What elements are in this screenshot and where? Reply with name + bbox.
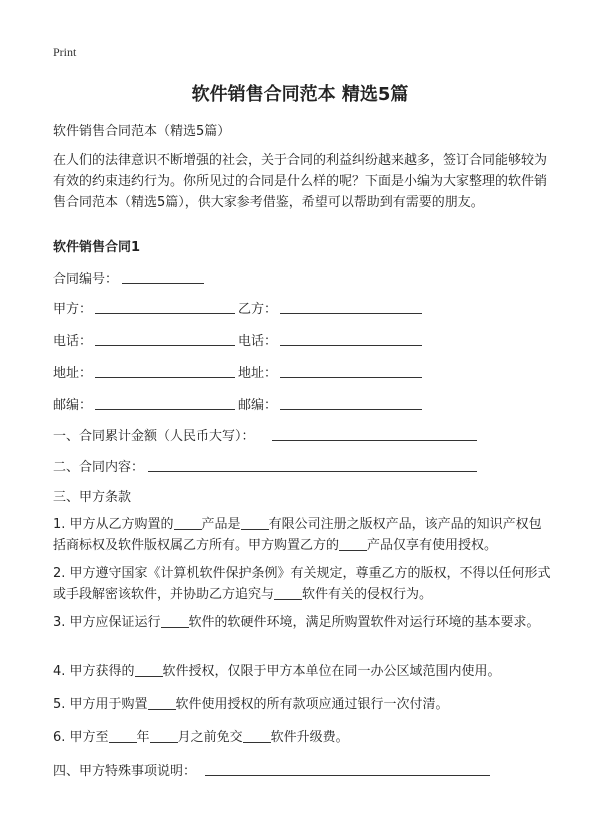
- party-a-label: 甲方：: [53, 302, 93, 317]
- item-5-blank-1[interactable]: [148, 695, 176, 710]
- item-5-text-a: 5. 甲方用于购置: [53, 697, 148, 712]
- phone-a-blank[interactable]: [95, 345, 235, 346]
- clause-special-notes: 四、甲方特殊事项说明：: [53, 764, 197, 779]
- item-4-blank-1[interactable]: [135, 662, 163, 677]
- item-6-blank-1[interactable]: [109, 728, 137, 743]
- item-2: [53, 563, 553, 605]
- intro-paragraph: 在人们的法律意识不断增强的社会，关于合同的利益纠纷越来越多，签订合同能够较为有效的约束违约行为。你所见过的合同是什么样的呢？下面是小编为大家整理的软件销售合同范本（精选5篇），供大家参考借鉴，希望可以帮助到有需要的朋友。: [53, 153, 548, 210]
- item-6: [53, 727, 553, 748]
- phone-b-blank[interactable]: [280, 345, 422, 346]
- document-subtitle: 软件销售合同范本（精选5篇）: [53, 124, 231, 139]
- item-3-text-b: 软件的软硬件环境，满足所购置软件对运行环境的基本要求。: [188, 615, 540, 630]
- item-1-text-d: 产品仅享有使用授权。: [367, 538, 498, 553]
- item-6-text-a: 6. 甲方至: [53, 730, 109, 745]
- clause-total-amount: 一、合同累计金额（人民币大写）：: [53, 429, 255, 444]
- address-a-blank[interactable]: [95, 377, 235, 378]
- zip-a-label: 邮编：: [53, 398, 93, 413]
- item-6-text-c: 月之前免交: [177, 730, 243, 745]
- address-b-label: 地址：: [238, 366, 278, 381]
- zip-b-label: 邮编：: [238, 398, 278, 413]
- print-link[interactable]: Print: [53, 45, 77, 59]
- document-title: 软件销售合同范本 精选5篇: [191, 84, 409, 105]
- party-b-blank[interactable]: [280, 313, 422, 314]
- phone-a-label: 电话：: [53, 334, 93, 349]
- contract-content-blank[interactable]: [148, 471, 477, 472]
- party-a-blank[interactable]: [95, 313, 235, 314]
- item-6-blank-3[interactable]: [243, 728, 271, 743]
- item-6-text-b: 年: [136, 730, 150, 745]
- item-1-blank-2[interactable]: [241, 515, 269, 530]
- item-3-text-a: 3. 甲方应保证运行: [53, 615, 161, 630]
- item-3: [53, 612, 553, 633]
- item-4: [53, 661, 553, 682]
- address-b-blank[interactable]: [280, 377, 422, 378]
- item-2-text-b: 软件有关的侵权行为。: [302, 587, 433, 602]
- item-1-blank-1[interactable]: [174, 515, 202, 530]
- item-1-text-b: 产品是: [201, 517, 241, 532]
- item-2-blank-1[interactable]: [274, 585, 302, 600]
- item-1: [53, 514, 553, 556]
- party-b-label: 乙方：: [238, 302, 278, 317]
- total-amount-blank[interactable]: [272, 440, 477, 441]
- item-4-text-b: 软件授权，仅限于甲方本单位在同一办公区域范围内使用。: [162, 664, 501, 679]
- zip-b-blank[interactable]: [280, 409, 422, 410]
- clause-party-a-terms: 三、甲方条款: [53, 490, 132, 505]
- special-notes-blank[interactable]: [205, 775, 490, 776]
- item-5: [53, 694, 553, 715]
- item-2-text-a: 2. 甲方遵守国家《计算机软件保护条例》有关规定，尊重乙方的版权，不得以任何形式或手段解密该软件，并协助乙方追究与: [53, 566, 551, 602]
- item-1-text-c: 有限公司注册之版权产品，该产品的知识产权包括商标权及软件版权属乙方所有。甲方购置乙方的: [53, 517, 542, 553]
- phone-b-label: 电话：: [238, 334, 278, 349]
- item-4-text-a: 4. 甲方获得的: [53, 664, 135, 679]
- item-1-text-a: 1. 甲方从乙方购置的: [53, 517, 174, 532]
- item-5-text-b: 软件使用授权的所有款项应通过银行一次付清。: [175, 697, 449, 712]
- item-6-blank-2[interactable]: [150, 728, 178, 743]
- address-a-label: 地址：: [53, 366, 93, 381]
- item-1-blank-3[interactable]: [339, 536, 367, 551]
- zip-a-blank[interactable]: [95, 409, 235, 410]
- item-3-blank-1[interactable]: [161, 613, 189, 628]
- contract-number-label: 合同编号：: [53, 272, 119, 287]
- item-6-text-d: 软件升级费。: [270, 730, 349, 745]
- contract-number-blank[interactable]: [122, 283, 204, 284]
- clause-contract-content: 二、合同内容：: [53, 460, 145, 475]
- section-title: 软件销售合同1: [53, 240, 141, 255]
